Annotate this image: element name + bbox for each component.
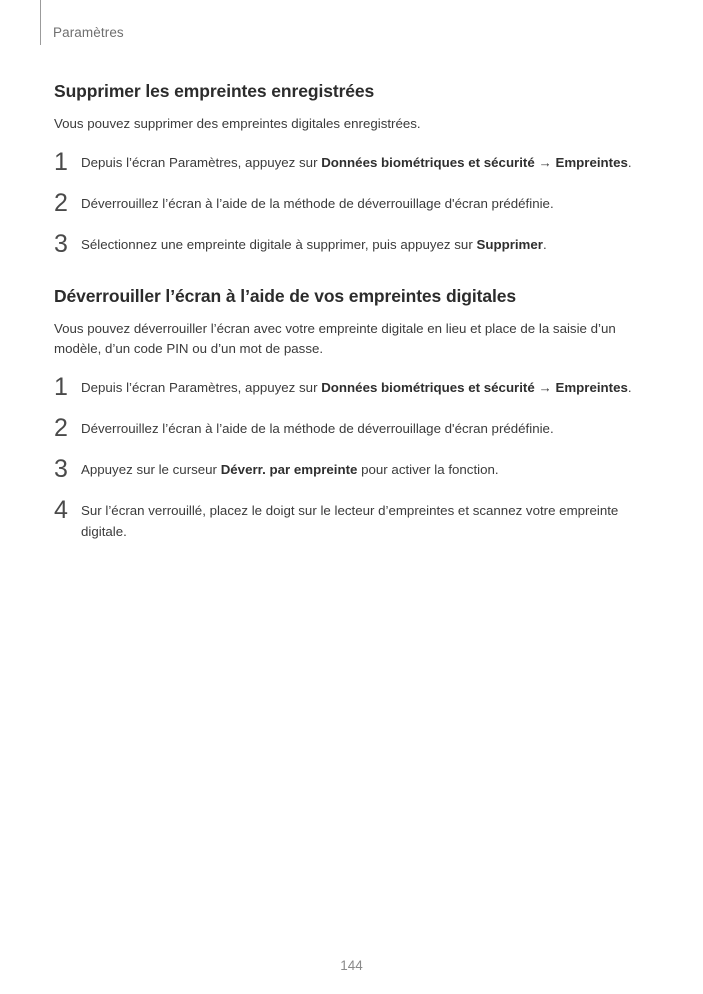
page-number: 144 [340,958,363,973]
step-item [54,149,634,175]
step-number: 2 [54,414,68,442]
section-delete-fingerprints [54,81,634,257]
step-list [54,149,634,257]
step-item [54,190,634,216]
step-item [54,415,634,441]
chapter-header: Paramètres [53,25,124,40]
section-title: Déverrouiller l’écran à l’aide de vos empreintes digitales [54,286,517,306]
step-number: 1 [54,373,68,401]
step-text: Depuis l’écran Paramètres, appuyez sur Données biométriques et sécurité → Empreintes. [81,380,632,395]
step-text: Appuyez sur le curseur Déverr. par empreinte pour activer la fonction. [81,462,499,477]
step-list [54,374,634,542]
section-intro: Vous pouvez supprimer des empreintes digitales enregistrées. [54,116,421,131]
section-unlock-with-fingerprints [54,286,634,542]
step-text: Déverrouillez l’écran à l’aide de la méthode de déverrouillage d'écran prédéfinie. [81,196,554,211]
step-number: 2 [54,189,68,217]
step-text: Sur l’écran verrouillé, placez le doigt sur le lecteur d’empreintes et scannez votre empreinte digitale. [81,503,619,539]
step-number: 4 [54,496,68,524]
header-vertical-rule [40,0,41,45]
step-item [54,374,634,400]
step-number: 3 [54,455,68,483]
step-item [54,456,634,482]
page-content [54,81,634,542]
step-item [54,497,634,542]
step-item [54,231,634,257]
step-number: 1 [54,148,68,176]
step-text: Déverrouillez l’écran à l’aide de la méthode de déverrouillage d'écran prédéfinie. [81,421,554,436]
section-intro: Vous pouvez déverrouiller l’écran avec votre empreinte digitale en lieu et place de la saisie d’un modèle, d’un code PIN ou d’un mot de passe. [54,321,616,356]
step-text: Depuis l’écran Paramètres, appuyez sur Données biométriques et sécurité → Empreintes. [81,155,632,170]
step-text: Sélectionnez une empreinte digitale à supprimer, puis appuyez sur Supprimer. [81,237,547,252]
section-title: Supprimer les empreintes enregistrées [54,81,375,101]
step-number: 3 [54,230,68,258]
